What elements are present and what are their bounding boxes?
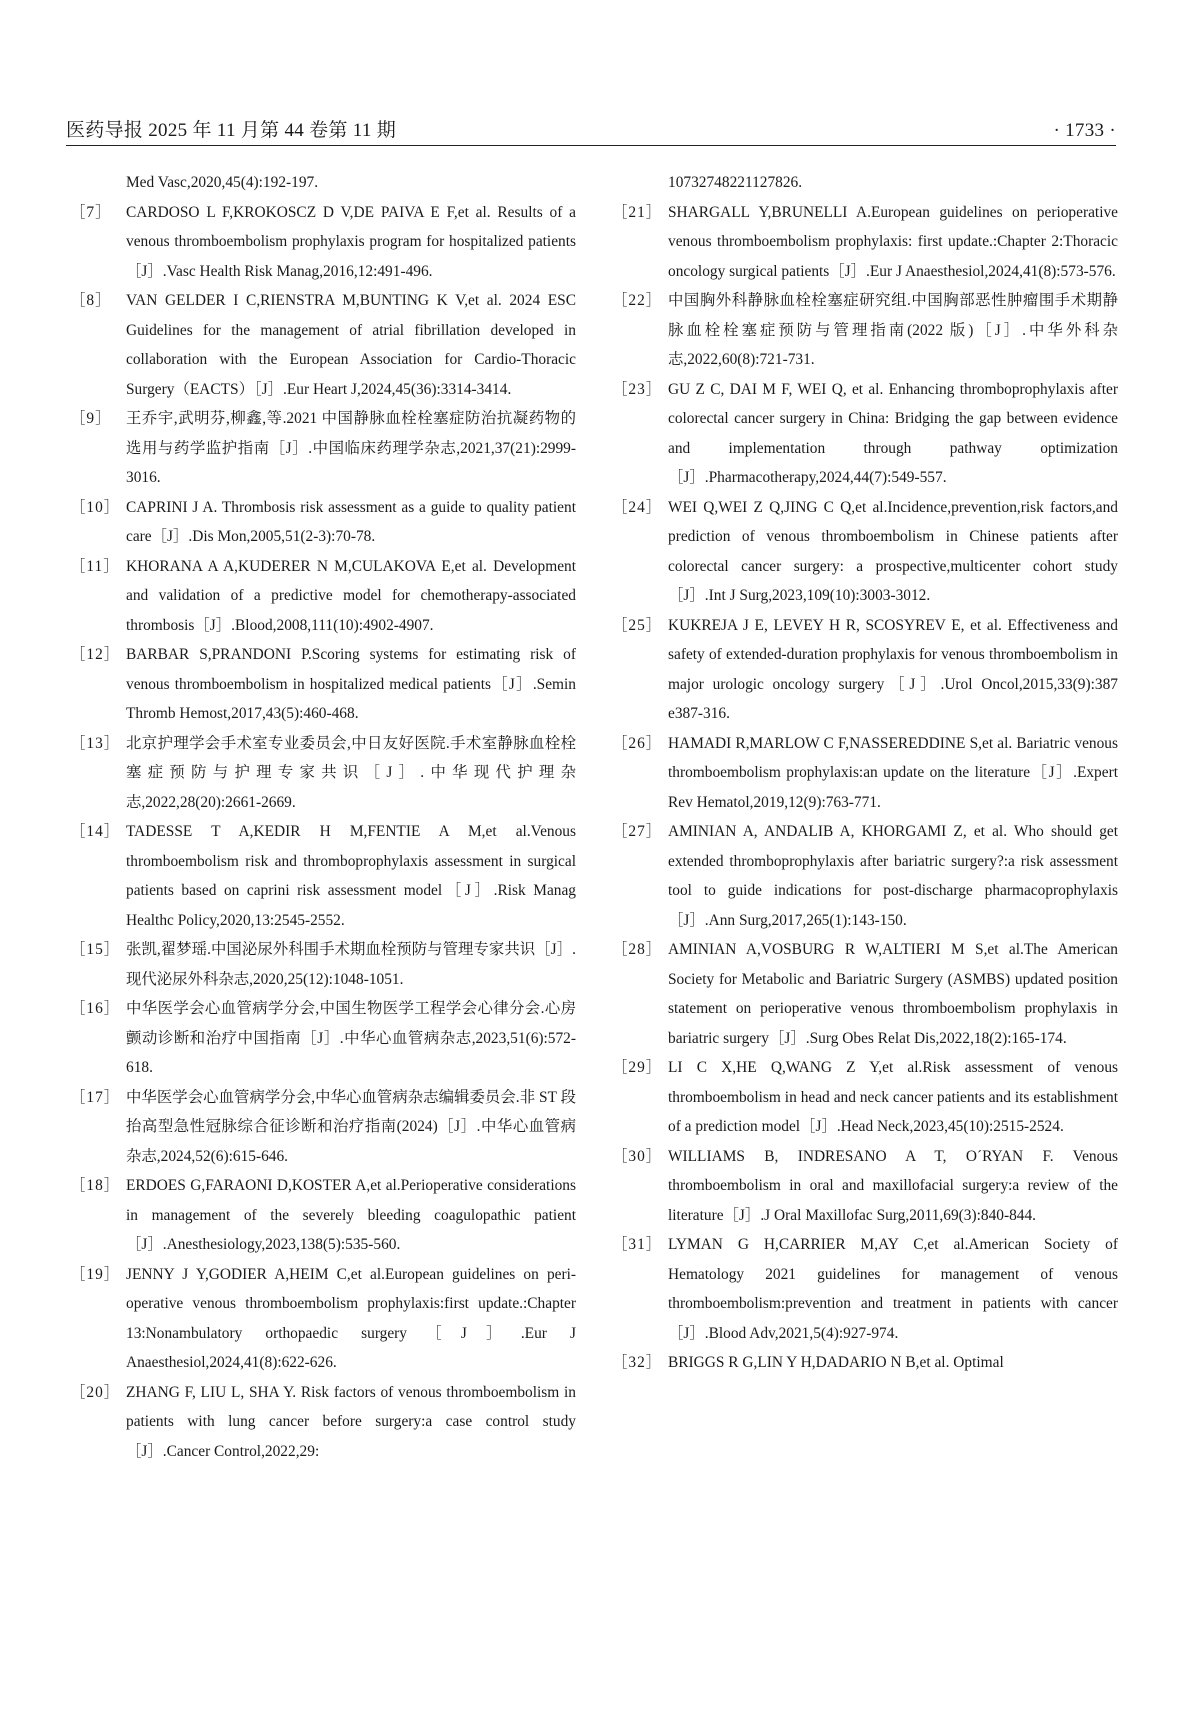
reference-text: ERDOES G,FARAONI D,KOSTER A,et al.Perioperative considerations in management of the severely bleeding coagulopathic patient［J］.Anesthesiology,2023,138(5):535-560. [126, 1177, 576, 1253]
reference-number: ［26］ [612, 734, 663, 752]
reference-number: ［27］ [612, 823, 663, 840]
reference-text: BRIGGS R G,LIN Y H,DADARIO N B,et al. Optimal [668, 1354, 1004, 1371]
reference-item [608, 611, 1118, 729]
reference-number: ［19］ [70, 1265, 121, 1283]
reference-text: BARBAR S,PRANDONI P.Scoring systems for estimating risk of venous thromboembolism in hospitalized medical patients［J］.Semin Thromb Hemost,2017,43(5):460-468. [126, 646, 576, 722]
reference-item [66, 1378, 576, 1467]
reference-text: SHARGALL Y,BRUNELLI A.European guidelines on perioperative venous thromboembolism prophylaxis: first update.:Chapter 2:Thoracic oncology surgical patients［J］.Eur J Anaesthesiol,2024,41(8):573-576. [668, 203, 1118, 280]
reference-item [66, 493, 576, 552]
reference-item [66, 286, 576, 404]
reference-item [608, 729, 1118, 818]
reference-item [608, 198, 1118, 287]
reference-item [608, 493, 1118, 611]
reference-continuation: 10732748221127826. [668, 174, 803, 191]
reference-continuation: Med Vasc,2020,45(4):192-197. [126, 174, 319, 191]
reference-text: TADESSE T A,KEDIR H M,FENTIE A M,et al.Venous thromboembolism risk and thromboprophylaxis assessment in surgical patients based on caprini risk assessment model［J］.Risk Manag Healthc Policy,2020,13:2545-2552. [126, 823, 576, 929]
reference-number: ［7］ [70, 203, 112, 221]
reference-number: ［32］ [612, 1354, 663, 1371]
right-column [608, 168, 1118, 1378]
reference-item [66, 404, 576, 493]
left-column [66, 168, 576, 1466]
reference-number: ［28］ [612, 941, 663, 958]
page-header [66, 108, 1116, 142]
reference-item [66, 640, 576, 729]
reference-text: 北京护理学会手术室专业委员会,中日友好医院.手术室静脉血栓栓塞症预防与护理专家共识［J］.中华现代护理杂志,2022,28(20):2661-2669. [126, 734, 576, 811]
reference-item [608, 1348, 1118, 1378]
reference-item [66, 1083, 576, 1172]
reference-text: KHORANA A A,KUDERER N M,CULAKOVA E,et al. Development and validation of a predictive model for chemotherapy-associated thrombosis［J］.Blood,2008,111(10):4902-4907. [126, 557, 576, 634]
reference-item [66, 198, 576, 287]
reference-number: ［30］ [612, 1147, 663, 1165]
reference-number: ［29］ [612, 1059, 663, 1076]
reference-item [66, 817, 576, 935]
reference-text: JENNY J Y,GODIER A,HEIM C,et al.European guidelines on peri-operative venous thromboembolism prophylaxis:first update.:Chapter 13:Nonambulatory orthopaedic surgery［J］.Eur J Anaesthesiol,2024,41(8):622-626. [126, 1265, 576, 1371]
reference-text: VAN GELDER I C,RIENSTRA M,BUNTING K V,et al. 2024 ESC Guidelines for the management of atrial fibrillation developed in collaboration with the European Association for Cardio-Thoracic Surgery（EACTS）［J］.Eur Heart J,2024,45(36):3314-3414. [126, 292, 576, 398]
reference-item [66, 935, 576, 994]
reference-number: ［20］ [70, 1383, 121, 1401]
reference-item [608, 1053, 1118, 1142]
reference-text: AMINIAN A, ANDALIB A, KHORGAMI Z, et al. Who should get extended thromboprophylaxis after bariatric surgery?:a risk assessment tool to guide indications for post-discharge pharmacoprophylaxis［J］.Ann Surg,2017,265(1):143-150. [668, 823, 1118, 929]
reference-number: ［17］ [70, 1088, 121, 1106]
reference-item [608, 935, 1118, 1053]
reference-text: LYMAN G H,CARRIER M,AY C,et al.American Society of Hematology 2021 guidelines for management of venous thromboembolism:prevention and treatment in patients with cancer［J］.Blood Adv,2021,5(4):927-974. [668, 1236, 1118, 1342]
reference-item [608, 817, 1118, 935]
header-rule [66, 145, 1116, 146]
reference-number: ［31］ [612, 1236, 663, 1253]
reference-item [608, 286, 1118, 375]
reference-text: LI C X,HE Q,WANG Z Y,et al.Risk assessment of venous thromboembolism in head and neck cancer patients and its establishment of a prediction model［J］.Head Neck,2023,45(10):2515-2524. [668, 1059, 1118, 1135]
reference-text: WEI Q,WEI Z Q,JING C Q,et al.Incidence,prevention,risk factors,and prediction of venous thromboembolism in Chinese patients after colorectal cancer surgery: a prospective,multicenter cohort study［J］.Int J Surg,2023,109(10):3003-3012. [668, 498, 1118, 604]
reference-text: 王乔宇,武明芬,柳鑫,等.2021 中国静脉血栓栓塞症防治抗凝药物的选用与药学监护指南［J］.中国临床药理学杂志,2021,37(21):2999-3016. [126, 410, 576, 486]
reference-item [608, 375, 1118, 493]
reference-text: ZHANG F, LIU L, SHA Y. Risk factors of venous thromboembolism in patients with lung cancer before surgery:a case control study［J］.Cancer Control,2022,29: [126, 1383, 576, 1460]
reference-number: ［16］ [70, 1000, 121, 1017]
reference-number: ［22］ [612, 292, 663, 309]
reference-number: ［12］ [70, 646, 121, 663]
reference-text: GU Z C, DAI M F, WEI Q, et al. Enhancing thromboprophylaxis after colorectal cancer surgery in China: Bridging the gap between evidence and implementation through pathway optimization［J］.Pharmacotherapy,2024,44(7):549-557. [668, 380, 1118, 486]
journal-info: 医药导报 2025 年 11 月第 44 卷第 11 期 [66, 120, 396, 141]
reference-text: 张凯,翟梦瑶.中国泌尿外科围手术期血栓预防与管理专家共识［J］.现代泌尿外科杂志,2020,25(12):1048-1051. [126, 941, 576, 988]
reference-number: ［8］ [70, 292, 112, 309]
reference-text: 中华医学会心血管病学分会,中华心血管病杂志编辑委员会.非 ST 段抬高型急性冠脉综合征诊断和治疗指南(2024)［J］.中华心血管病杂志,2024,52(6):615-646. [126, 1088, 576, 1165]
reference-number: ［10］ [70, 498, 121, 516]
reference-text: CARDOSO L F,KROKOSCZ D V,DE PAIVA E F,et al. Results of a venous thromboembolism prophylaxis program for hospitalized patients［J］.Vasc Health Risk Manag,2016,12:491-496. [126, 203, 576, 280]
reference-number: ［24］ [612, 498, 663, 516]
reference-text: 中华医学会心血管病学分会,中国生物医学工程学会心律分会.心房颤动诊断和治疗中国指南［J］.中华心血管病杂志,2023,51(6):572-618. [126, 1000, 576, 1076]
reference-number: ［9］ [70, 410, 112, 427]
reference-number: ［15］ [70, 941, 121, 958]
reference-text: AMINIAN A,VOSBURG R W,ALTIERI M S,et al.The American Society for Metabolic and Bariatric Surgery (ASMBS) updated position statement on perioperative venous thromboembolism prophylaxis in bariatric surgery［J］.Surg Obes Relat Dis,2022,18(2):165-174. [668, 941, 1118, 1047]
reference-item [608, 1142, 1118, 1231]
reference-item [608, 1230, 1118, 1348]
page-number: · 1733 · [1053, 120, 1116, 141]
reference-text: HAMADI R,MARLOW C F,NASSEREDDINE S,et al. Bariatric venous thromboembolism prophylaxis:an update on the literature［J］.Expert Rev Hematol,2019,12(9):763-771. [668, 734, 1118, 811]
reference-text: 中国胸外科静脉血栓栓塞症研究组.中国胸部恶性肿瘤围手术期静脉血栓栓塞症预防与管理指南(2022 版)［J］.中华外科杂志,2022,60(8):721-731. [668, 292, 1118, 368]
reference-item [66, 994, 576, 1083]
reference-text: WILLIAMS B, INDRESANO A T, O´RYAN F. Venous thromboembolism in oral and maxillofacial surgery:a review of the literature［J］.J Oral Maxillofac Surg,2011,69(3):840-844. [668, 1147, 1118, 1224]
reference-number: ［14］ [70, 823, 121, 840]
reference-item [66, 1171, 576, 1260]
reference-number: ［21］ [612, 203, 663, 221]
reference-text: KUKREJA J E, LEVEY H R, SCOSYREV E, et al. Effectiveness and safety of extended-duration prophylaxis for venous thromboembolism in major urologic oncology surgery［J］.Urol Oncol,2015,33(9):387 e387-316. [668, 616, 1118, 722]
reference-item [66, 552, 576, 641]
reference-number: ［11］ [70, 557, 120, 575]
reference-item [66, 1260, 576, 1378]
reference-number: ［23］ [612, 380, 663, 398]
reference-number: ［25］ [612, 616, 663, 634]
reference-number: ［18］ [70, 1177, 121, 1194]
reference-item [66, 729, 576, 818]
reference-text: CAPRINI J A. Thrombosis risk assessment as a guide to quality patient care［J］.Dis Mon,2005,51(2-3):70-78. [126, 498, 576, 545]
reference-number: ［13］ [70, 734, 121, 752]
